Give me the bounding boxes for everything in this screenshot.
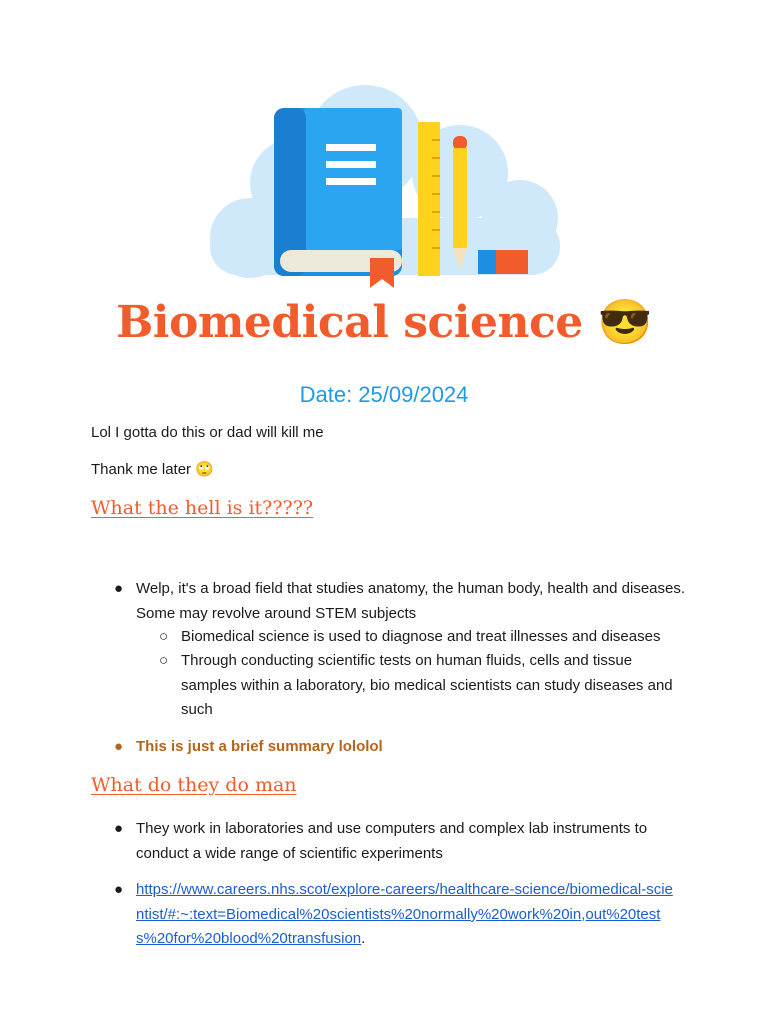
list-item (114, 577, 691, 626)
eraser-icon (478, 250, 528, 274)
section-heading-what-they-do: What do they do man (91, 774, 297, 796)
bookmark-icon (370, 258, 394, 288)
bullet-icon: ● (114, 881, 124, 898)
list-item-text: Biomedical science is used to diagnose and treat illnesses and diseases (181, 628, 661, 645)
ruler-icon (418, 122, 440, 276)
list-item (159, 649, 691, 723)
hero-illustration (200, 78, 570, 293)
bullet-icon: ● (114, 820, 124, 837)
list-item (159, 625, 691, 650)
page-title: Biomedical science 😎 (116, 297, 652, 348)
bullet-icon: ● (114, 738, 124, 755)
intro-line-2: Thank me later 🙄 (91, 461, 214, 478)
bullet-icon: ● (114, 580, 124, 597)
list-item-text: Welp, it's a broad field that studies anatomy, the human body, health and diseases. Some may revolve around STEM subjects (136, 580, 686, 622)
book-icon (274, 108, 404, 276)
link-suffix: . (361, 930, 366, 947)
list-item (114, 735, 691, 760)
date-heading: Date: 25/09/2024 (299, 382, 469, 407)
list-item (114, 878, 681, 952)
hollow-bullet-icon: ○ (159, 628, 169, 645)
intro-line-1: Lol I gotta do this or dad will kill me (91, 424, 324, 441)
list-item-text: Through conducting scientific tests on human fluids, cells and tissue samples within a laboratory, bio medical scientists can study diseases and such (181, 652, 673, 718)
list-item-text: They work in laboratories and use computers and complex lab instruments to conduct a wide range of scientific experiments (136, 820, 648, 862)
section-heading-what-is-it: What the hell is it????? (91, 497, 314, 519)
list-item (114, 817, 691, 866)
hollow-bullet-icon: ○ (159, 652, 169, 669)
pencil-icon (453, 136, 467, 270)
summary-text: This is just a brief summary lololol (136, 738, 383, 755)
nhs-careers-link[interactable]: https://www.careers.nhs.scot/explore-careers/healthcare-science/biomedical-scientist/#:~:text=Biomedical%20scientists%20normally%20work%20in,out%20tests%20for%20blood%20transfusion (136, 881, 673, 947)
